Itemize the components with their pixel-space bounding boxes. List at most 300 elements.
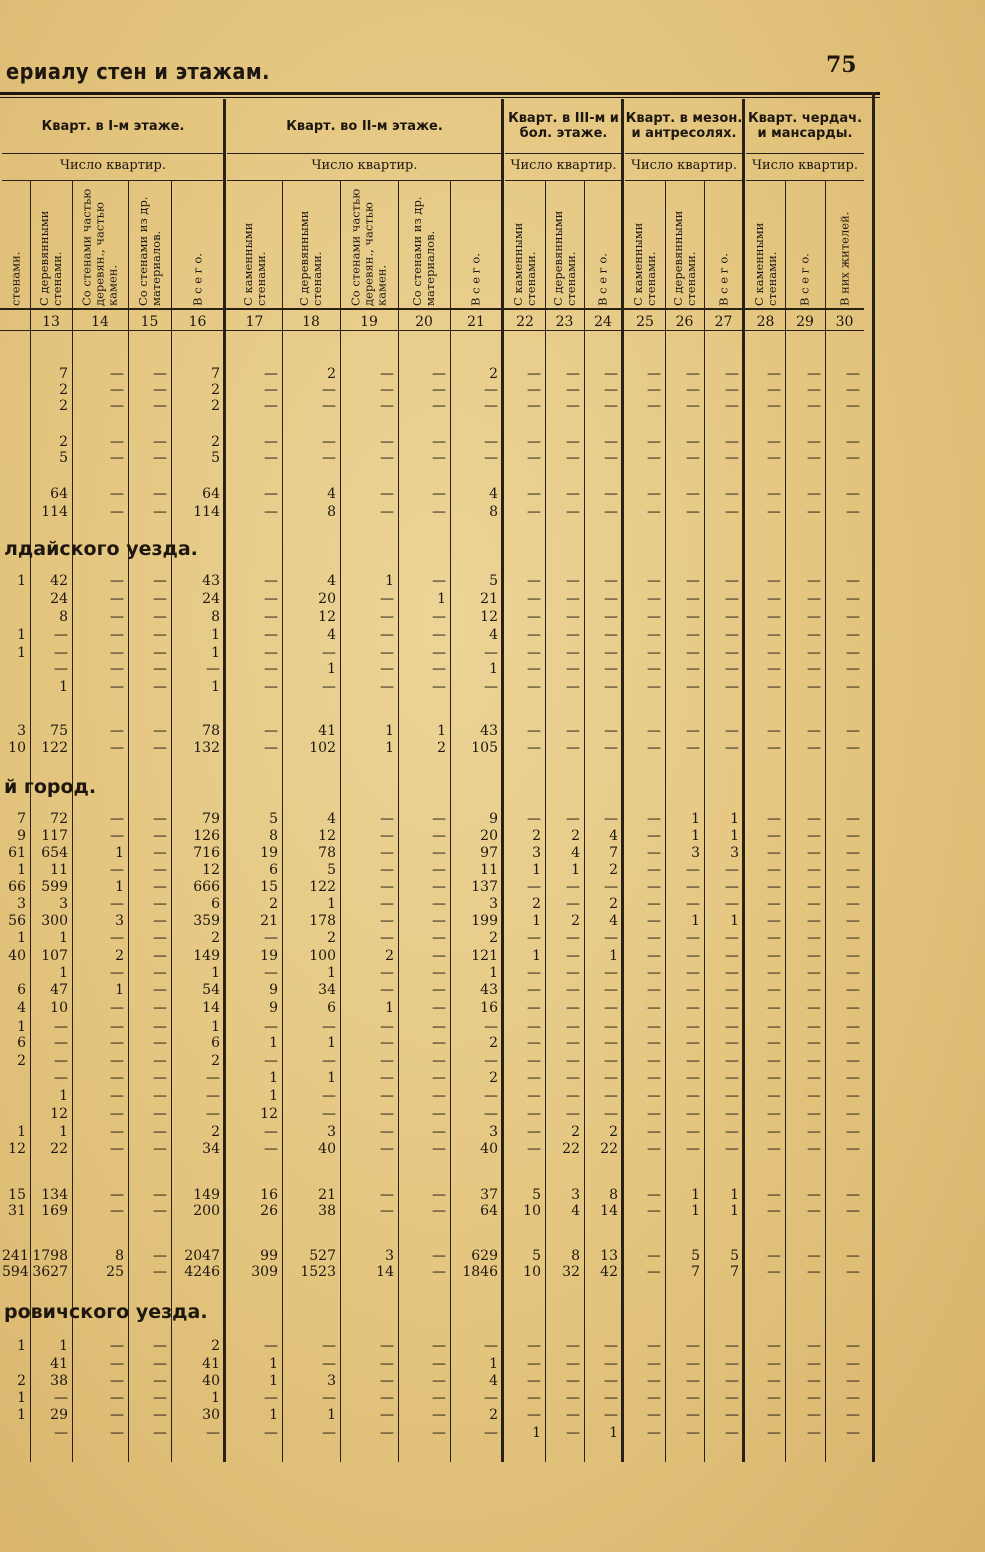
table-cell: — — [153, 913, 167, 929]
table-cell: — — [432, 1187, 446, 1203]
table-cell: — — [767, 645, 781, 661]
header-rule-thin — [0, 97, 880, 98]
table-cell: — — [110, 1407, 124, 1423]
table-cell: — — [322, 1338, 336, 1354]
column-header-label: С каменными стенами. — [511, 222, 538, 306]
table-cell: 8 — [115, 1248, 124, 1264]
table-cell: — — [604, 1407, 618, 1423]
table-cell: 7 — [730, 1264, 739, 1280]
table-cell: — — [153, 450, 167, 466]
table-cell: 64 — [50, 486, 68, 502]
table-cell: 1 — [211, 965, 220, 981]
table-cell: 1 — [691, 828, 700, 844]
table-cell: 11 — [50, 862, 68, 878]
table-cell: 1 — [17, 627, 26, 643]
table-cell: — — [153, 1407, 167, 1423]
table-cell: 3 — [327, 1373, 336, 1389]
table-cell: — — [566, 661, 580, 677]
table-cell: — — [647, 609, 661, 625]
table-cell: 3 — [327, 1124, 336, 1140]
table-cell: — — [846, 965, 860, 981]
table-cell: — — [380, 661, 394, 677]
table-cell: — — [647, 965, 661, 981]
table-cell: — — [110, 382, 124, 398]
table-cell: — — [264, 1425, 278, 1441]
section-heading: ровичского уезда. — [4, 1301, 208, 1323]
table-cell: 1 — [532, 913, 541, 929]
table-cell: — — [647, 740, 661, 756]
table-cell: 29 — [50, 1407, 68, 1423]
table-cell: 1 — [385, 1000, 394, 1016]
table-cell: — — [767, 896, 781, 912]
table-cell: — — [846, 645, 860, 661]
table-cell: 4 — [489, 486, 498, 502]
table-cell: 1 — [59, 679, 68, 695]
table-cell: 26 — [260, 1203, 278, 1219]
table-cell: — — [566, 1338, 580, 1354]
table-cell: — — [153, 486, 167, 502]
table-cell: — — [484, 434, 498, 450]
table-cell: 5 — [59, 450, 68, 466]
table-cell: — — [647, 1141, 661, 1157]
table-cell: — — [807, 1248, 821, 1264]
table-cell: — — [153, 828, 167, 844]
table-cell: 5 — [532, 1187, 541, 1203]
table-cell: — — [686, 896, 700, 912]
sub-header: Число квартир. — [630, 158, 738, 173]
table-cell: — — [846, 1053, 860, 1069]
table-cell: — — [846, 828, 860, 844]
table-cell: — — [566, 1000, 580, 1016]
table-cell: — — [206, 1106, 220, 1122]
table-cell: — — [153, 1070, 167, 1086]
table-cell: — — [110, 434, 124, 450]
table-cell: — — [647, 573, 661, 589]
table-cell: — — [767, 1187, 781, 1203]
table-cell: — — [380, 828, 394, 844]
table-cell: — — [767, 930, 781, 946]
table-cell: — — [767, 398, 781, 414]
table-cell: — — [566, 1070, 580, 1086]
table-cell: — — [604, 930, 618, 946]
table-cell: — — [647, 382, 661, 398]
table-cell: — — [807, 1070, 821, 1086]
table-cell: — — [647, 723, 661, 739]
table-cell: — — [432, 679, 446, 695]
table-cell: — — [54, 627, 68, 643]
table-cell: — — [725, 1338, 739, 1354]
column-header — [282, 180, 340, 308]
table-cell: — — [380, 896, 394, 912]
sub-header: Число квартир. — [751, 158, 859, 173]
table-cell: — — [807, 366, 821, 382]
table-cell: 2 — [211, 1053, 220, 1069]
table-cell: — — [807, 1019, 821, 1035]
table-cell: 1523 — [300, 1264, 336, 1280]
table-cell: 40 — [480, 1141, 498, 1157]
table-cell: — — [527, 740, 541, 756]
table-cell: 300 — [41, 913, 68, 929]
table-cell: 1 — [269, 1070, 278, 1086]
table-cell: — — [527, 1356, 541, 1372]
table-cell: — — [264, 1338, 278, 1354]
table-cell: 3 — [532, 845, 541, 861]
table-cell: — — [432, 845, 446, 861]
table-cell: 3 — [489, 1124, 498, 1140]
table-cell: — — [725, 366, 739, 382]
table-cell: — — [686, 434, 700, 450]
table-cell: 19 — [260, 845, 278, 861]
table-cell: — — [153, 661, 167, 677]
table-cell: 2 — [489, 930, 498, 946]
group-rule — [625, 153, 743, 154]
table-cell: 114 — [41, 504, 68, 520]
table-cell: 102 — [309, 740, 336, 756]
table-cell: — — [846, 1124, 860, 1140]
table-cell: — — [153, 627, 167, 643]
table-cell: 43 — [480, 723, 498, 739]
table-cell: — — [432, 1264, 446, 1280]
table-cell: — — [604, 573, 618, 589]
table-cell: — — [110, 1203, 124, 1219]
table-cell: — — [604, 382, 618, 398]
table-cell: — — [807, 723, 821, 739]
table-cell: — — [725, 1088, 739, 1104]
column-header — [398, 180, 450, 308]
table-cell: — — [566, 679, 580, 695]
table-cell: — — [264, 965, 278, 981]
table-cell: 1 — [691, 913, 700, 929]
table-cell: — — [153, 1124, 167, 1140]
table-cell: 359 — [193, 913, 220, 929]
table-cell: — — [380, 450, 394, 466]
table-cell: — — [647, 1356, 661, 1372]
table-cell: — — [725, 1425, 739, 1441]
table-cell: — — [846, 1035, 860, 1051]
table-cell: — — [647, 434, 661, 450]
table-cell: — — [153, 1053, 167, 1069]
table-cell: 34 — [202, 1141, 220, 1157]
table-cell: 149 — [193, 1187, 220, 1203]
table-cell: — — [153, 740, 167, 756]
table-cell: — — [807, 1035, 821, 1051]
table-cell: 2 — [17, 1053, 26, 1069]
table-cell: — — [846, 930, 860, 946]
table-cell: 56 — [8, 913, 26, 929]
table-cell: 20 — [480, 828, 498, 844]
group-header: Кварт. в мезон. и антресолях. — [625, 111, 743, 141]
table-cell: — — [725, 645, 739, 661]
table-cell: — — [807, 965, 821, 981]
table-cell: — — [807, 486, 821, 502]
table-cell: — — [686, 366, 700, 382]
table-cell: — — [380, 398, 394, 414]
table-cell: — — [110, 366, 124, 382]
table-cell: — — [767, 948, 781, 964]
table-cell: 8 — [269, 828, 278, 844]
table-cell: — — [846, 366, 860, 382]
table-cell: 1 — [489, 1356, 498, 1372]
table-cell: 78 — [318, 845, 336, 861]
column-header — [505, 180, 545, 308]
table-cell: — — [725, 1035, 739, 1051]
table-cell: — — [604, 1106, 618, 1122]
table-cell: 137 — [471, 879, 498, 895]
table-cell: — — [807, 1390, 821, 1406]
table-cell: — — [432, 1407, 446, 1423]
table-cell: — — [604, 627, 618, 643]
table-cell: — — [432, 1425, 446, 1441]
table-cell: 1 — [609, 948, 618, 964]
column-header-label: С деревянными стенами. — [550, 210, 578, 306]
table-cell: 10 — [8, 740, 26, 756]
table-cell: 31 — [8, 1203, 26, 1219]
table-cell: 594 — [2, 1264, 29, 1280]
table-cell: 78 — [202, 723, 220, 739]
table-cell: — — [322, 645, 336, 661]
table-cell: — — [807, 591, 821, 607]
table-cell: 100 — [309, 948, 336, 964]
table-cell: — — [807, 627, 821, 643]
table-cell: — — [264, 573, 278, 589]
table-cell: — — [647, 982, 661, 998]
table-cell: 41 — [50, 1356, 68, 1372]
table-cell: 122 — [309, 879, 336, 895]
table-cell: — — [110, 1035, 124, 1051]
table-cell: 9 — [269, 1000, 278, 1016]
table-cell: — — [432, 504, 446, 520]
column-number: 20 — [415, 314, 433, 330]
table-cell: 13 — [600, 1248, 618, 1264]
table-cell: — — [846, 398, 860, 414]
table-cell: 1 — [17, 1338, 26, 1354]
table-cell: — — [725, 896, 739, 912]
table-cell: — — [206, 661, 220, 677]
table-cell: — — [566, 591, 580, 607]
table-cell: — — [846, 1264, 860, 1280]
table-cell: — — [807, 450, 821, 466]
table-cell: — — [566, 486, 580, 502]
table-cell: — — [604, 1338, 618, 1354]
table-cell: — — [686, 1000, 700, 1016]
table-cell: — — [767, 366, 781, 382]
table-cell: — — [527, 723, 541, 739]
table-cell: — — [527, 1390, 541, 1406]
table-cell: — — [604, 434, 618, 450]
table-cell: — — [206, 1070, 220, 1086]
table-cell: 2 — [532, 896, 541, 912]
table-cell: — — [110, 1106, 124, 1122]
table-cell: — — [380, 913, 394, 929]
table-cell: — — [322, 1356, 336, 1372]
table-cell: — — [846, 1338, 860, 1354]
column-number: 24 — [594, 314, 612, 330]
table-cell: — — [686, 879, 700, 895]
table-cell: — — [807, 645, 821, 661]
table-cell: — — [380, 591, 394, 607]
table-cell: — — [432, 398, 446, 414]
column-header — [30, 180, 72, 308]
table-cell: 30 — [202, 1407, 220, 1423]
table-cell: — — [527, 1124, 541, 1140]
table-cell: 2 — [489, 1070, 498, 1086]
column-header-label: В с е г о. — [716, 253, 730, 306]
table-cell: — — [432, 1248, 446, 1264]
table-cell: — — [110, 1373, 124, 1389]
table-cell: — — [380, 1053, 394, 1069]
table-cell: 6 — [327, 1000, 336, 1016]
table-cell: 43 — [480, 982, 498, 998]
table-cell: 1 — [211, 1390, 220, 1406]
group-header: Кварт. в I-м этаже. — [41, 118, 185, 134]
table-cell: 5 — [532, 1248, 541, 1264]
table-cell: — — [484, 1390, 498, 1406]
table-cell: — — [846, 1203, 860, 1219]
table-cell: 10 — [523, 1203, 541, 1219]
table-cell: — — [686, 1070, 700, 1086]
table-cell: — — [725, 450, 739, 466]
table-cell: — — [647, 948, 661, 964]
table-cell: — — [604, 450, 618, 466]
table-cell: 41 — [318, 723, 336, 739]
table-cell: — — [604, 1053, 618, 1069]
table-cell: — — [527, 1088, 541, 1104]
table-cell: — — [54, 1070, 68, 1086]
table-cell: — — [322, 1088, 336, 1104]
table-cell: — — [604, 591, 618, 607]
table-cell: — — [725, 723, 739, 739]
table-cell: 42 — [50, 573, 68, 589]
table-cell: — — [566, 1373, 580, 1389]
column-number: 16 — [188, 314, 207, 330]
group-rule — [2, 153, 224, 154]
table-cell: — — [807, 434, 821, 450]
column-header-label: С деревянными стенами. — [670, 210, 698, 306]
table-cell: — — [647, 1264, 661, 1280]
table-cell: 2 — [609, 862, 618, 878]
table-cell: 66 — [8, 879, 26, 895]
table-cell: — — [846, 434, 860, 450]
table-cell: 199 — [471, 913, 498, 929]
table-cell: — — [725, 1070, 739, 1086]
table-cell: — — [767, 382, 781, 398]
table-cell: — — [110, 398, 124, 414]
table-cell: 241 — [2, 1248, 29, 1264]
table-cell: 2 — [211, 930, 220, 946]
table-cell: — — [264, 504, 278, 520]
table-cell: — — [604, 879, 618, 895]
table-cell: 2 — [59, 434, 68, 450]
table-cell: — — [380, 1088, 394, 1104]
table-cell: — — [767, 1035, 781, 1051]
table-cell: — — [322, 1425, 336, 1441]
table-cell: — — [767, 879, 781, 895]
table-cell: — — [380, 982, 394, 998]
table-cell: 1 — [385, 740, 394, 756]
table-cell: — — [110, 591, 124, 607]
table-cell: — — [322, 434, 336, 450]
table-cell: 2 — [532, 828, 541, 844]
table-cell: 2 — [211, 1124, 220, 1140]
table-cell: 1 — [437, 591, 446, 607]
table-cell: — — [686, 1141, 700, 1157]
table-cell: — — [807, 679, 821, 695]
page-title: ериалу стен и этажам. — [6, 60, 270, 85]
table-cell: — — [153, 1425, 167, 1441]
table-cell: — — [264, 723, 278, 739]
table-cell: 38 — [50, 1373, 68, 1389]
table-cell: 1 — [17, 1019, 26, 1035]
table-cell: 1 — [571, 862, 580, 878]
table-cell: — — [380, 1356, 394, 1372]
table-cell: — — [566, 504, 580, 520]
table-cell: — — [846, 1070, 860, 1086]
table-cell: — — [206, 1425, 220, 1441]
table-cell: 2 — [571, 913, 580, 929]
table-cell: — — [432, 573, 446, 589]
table-cell: 9 — [489, 811, 498, 827]
table-cell: — — [566, 1035, 580, 1051]
table-cell: 1 — [17, 645, 26, 661]
table-cell: — — [686, 679, 700, 695]
table-cell: — — [846, 504, 860, 520]
table-cell: — — [264, 450, 278, 466]
table-cell: — — [264, 661, 278, 677]
table-cell: 134 — [41, 1187, 68, 1203]
table-cell: 2 — [59, 398, 68, 414]
table-cell: — — [380, 1124, 394, 1140]
table-cell: — — [153, 1187, 167, 1203]
table-cell: — — [380, 1425, 394, 1441]
table-cell: — — [110, 862, 124, 878]
table-cell: — — [484, 1088, 498, 1104]
column-header-label: В с е г о. — [468, 253, 483, 306]
table-cell: — — [527, 627, 541, 643]
table-cell: — — [846, 591, 860, 607]
table-cell: — — [566, 930, 580, 946]
table-cell: — — [153, 1035, 167, 1051]
column-number: 25 — [636, 314, 654, 330]
table-cell: — — [725, 591, 739, 607]
table-cell: — — [647, 930, 661, 946]
section-heading: лдайского уезда. — [4, 538, 198, 560]
table-cell: — — [767, 811, 781, 827]
table-cell: — — [110, 1338, 124, 1354]
table-cell: — — [767, 1053, 781, 1069]
table-cell: — — [153, 1390, 167, 1406]
table-cell: 2 — [211, 1338, 220, 1354]
table-cell: 1 — [17, 1390, 26, 1406]
table-cell: 4 — [17, 1000, 26, 1016]
table-cell: — — [264, 1124, 278, 1140]
table-cell: 121 — [471, 948, 498, 964]
table-cell: — — [647, 896, 661, 912]
table-cell: — — [647, 1390, 661, 1406]
table-cell: 5 — [269, 811, 278, 827]
table-cell: 3627 — [32, 1264, 68, 1280]
table-cell: — — [432, 1338, 446, 1354]
group-divider — [621, 99, 624, 1462]
table-cell: — — [807, 1106, 821, 1122]
table-cell: — — [484, 1053, 498, 1069]
table-cell: — — [110, 896, 124, 912]
table-cell: — — [686, 573, 700, 589]
table-cell: — — [686, 398, 700, 414]
table-cell: 7 — [609, 845, 618, 861]
column-number: 29 — [796, 314, 814, 330]
colnum-rule-bottom — [0, 330, 864, 331]
table-cell: — — [432, 1390, 446, 1406]
